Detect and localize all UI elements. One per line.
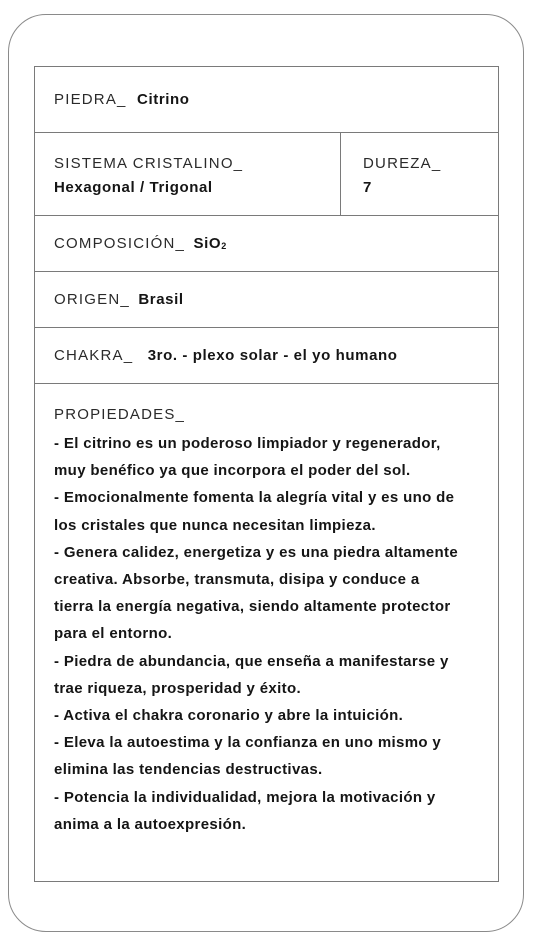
composicion-value: SiO2	[193, 235, 227, 252]
propiedades-line: - Emocionalmente fomenta la alegría vital y es uno de	[54, 489, 455, 507]
row-sistema-dureza	[35, 133, 498, 216]
propiedades-label: PROPIEDADES_	[54, 406, 186, 423]
row-origen	[35, 272, 498, 328]
origen-value: Brasil	[138, 291, 184, 308]
propiedades-line: elimina las tendencias destructivas.	[54, 761, 323, 779]
chakra-label: CHAKRA_	[54, 347, 134, 364]
propiedades-line: - Piedra de abundancia, que enseña a manifestarse y	[54, 652, 449, 670]
chakra-value: 3ro. - plexo solar - el yo humano	[147, 347, 398, 364]
propiedades-line: los cristales que nunca necesitan limpieza.	[54, 516, 376, 534]
propiedades-line: para el entorno.	[54, 625, 173, 643]
propiedades-line: - El citrino es un poderoso limpiador y regenerador,	[54, 435, 441, 452]
sistema-label: SISTEMA CRISTALINO_	[54, 155, 244, 172]
row-piedra	[35, 67, 498, 133]
propiedades-line: - Eleva la autoestima y la confianza en uno mismo y	[54, 734, 442, 752]
dureza-value: 7	[363, 179, 372, 196]
composicion-label: COMPOSICIÓN_	[54, 235, 186, 252]
piedra-value: Citrino	[137, 91, 190, 108]
row-propiedades	[35, 384, 498, 881]
propiedades-text	[54, 430, 484, 838]
origen-label: ORIGEN_	[54, 291, 130, 308]
propiedades-line: creativa. Absorbe, transmuta, disipa y conduce a	[54, 571, 420, 589]
propiedades-line: - Activa el chakra coronario y abre la intuición.	[54, 707, 404, 725]
propiedades-line: anima a la autoexpresión.	[54, 815, 247, 833]
propiedades-line: muy benéfico ya que incorpora el poder del sol.	[54, 462, 411, 480]
propiedades-line: - Genera calidez, energetiza y es una piedra altamente	[54, 543, 459, 561]
piedra-label: PIEDRA_	[54, 91, 127, 108]
propiedades-line: - Potencia la individualidad, mejora la motivación y	[54, 788, 436, 806]
row-composicion	[35, 216, 498, 272]
column-divider	[340, 133, 341, 216]
row-chakra	[35, 328, 498, 384]
propiedades-line: tierra la energía negativa, siendo altamente protector	[54, 598, 451, 616]
stone-info-table	[34, 66, 499, 882]
sistema-value: Hexagonal / Trigonal	[54, 179, 213, 196]
dureza-label: DUREZA_	[363, 155, 442, 172]
propiedades-line: trae riqueza, prosperidad y éxito.	[54, 679, 301, 697]
